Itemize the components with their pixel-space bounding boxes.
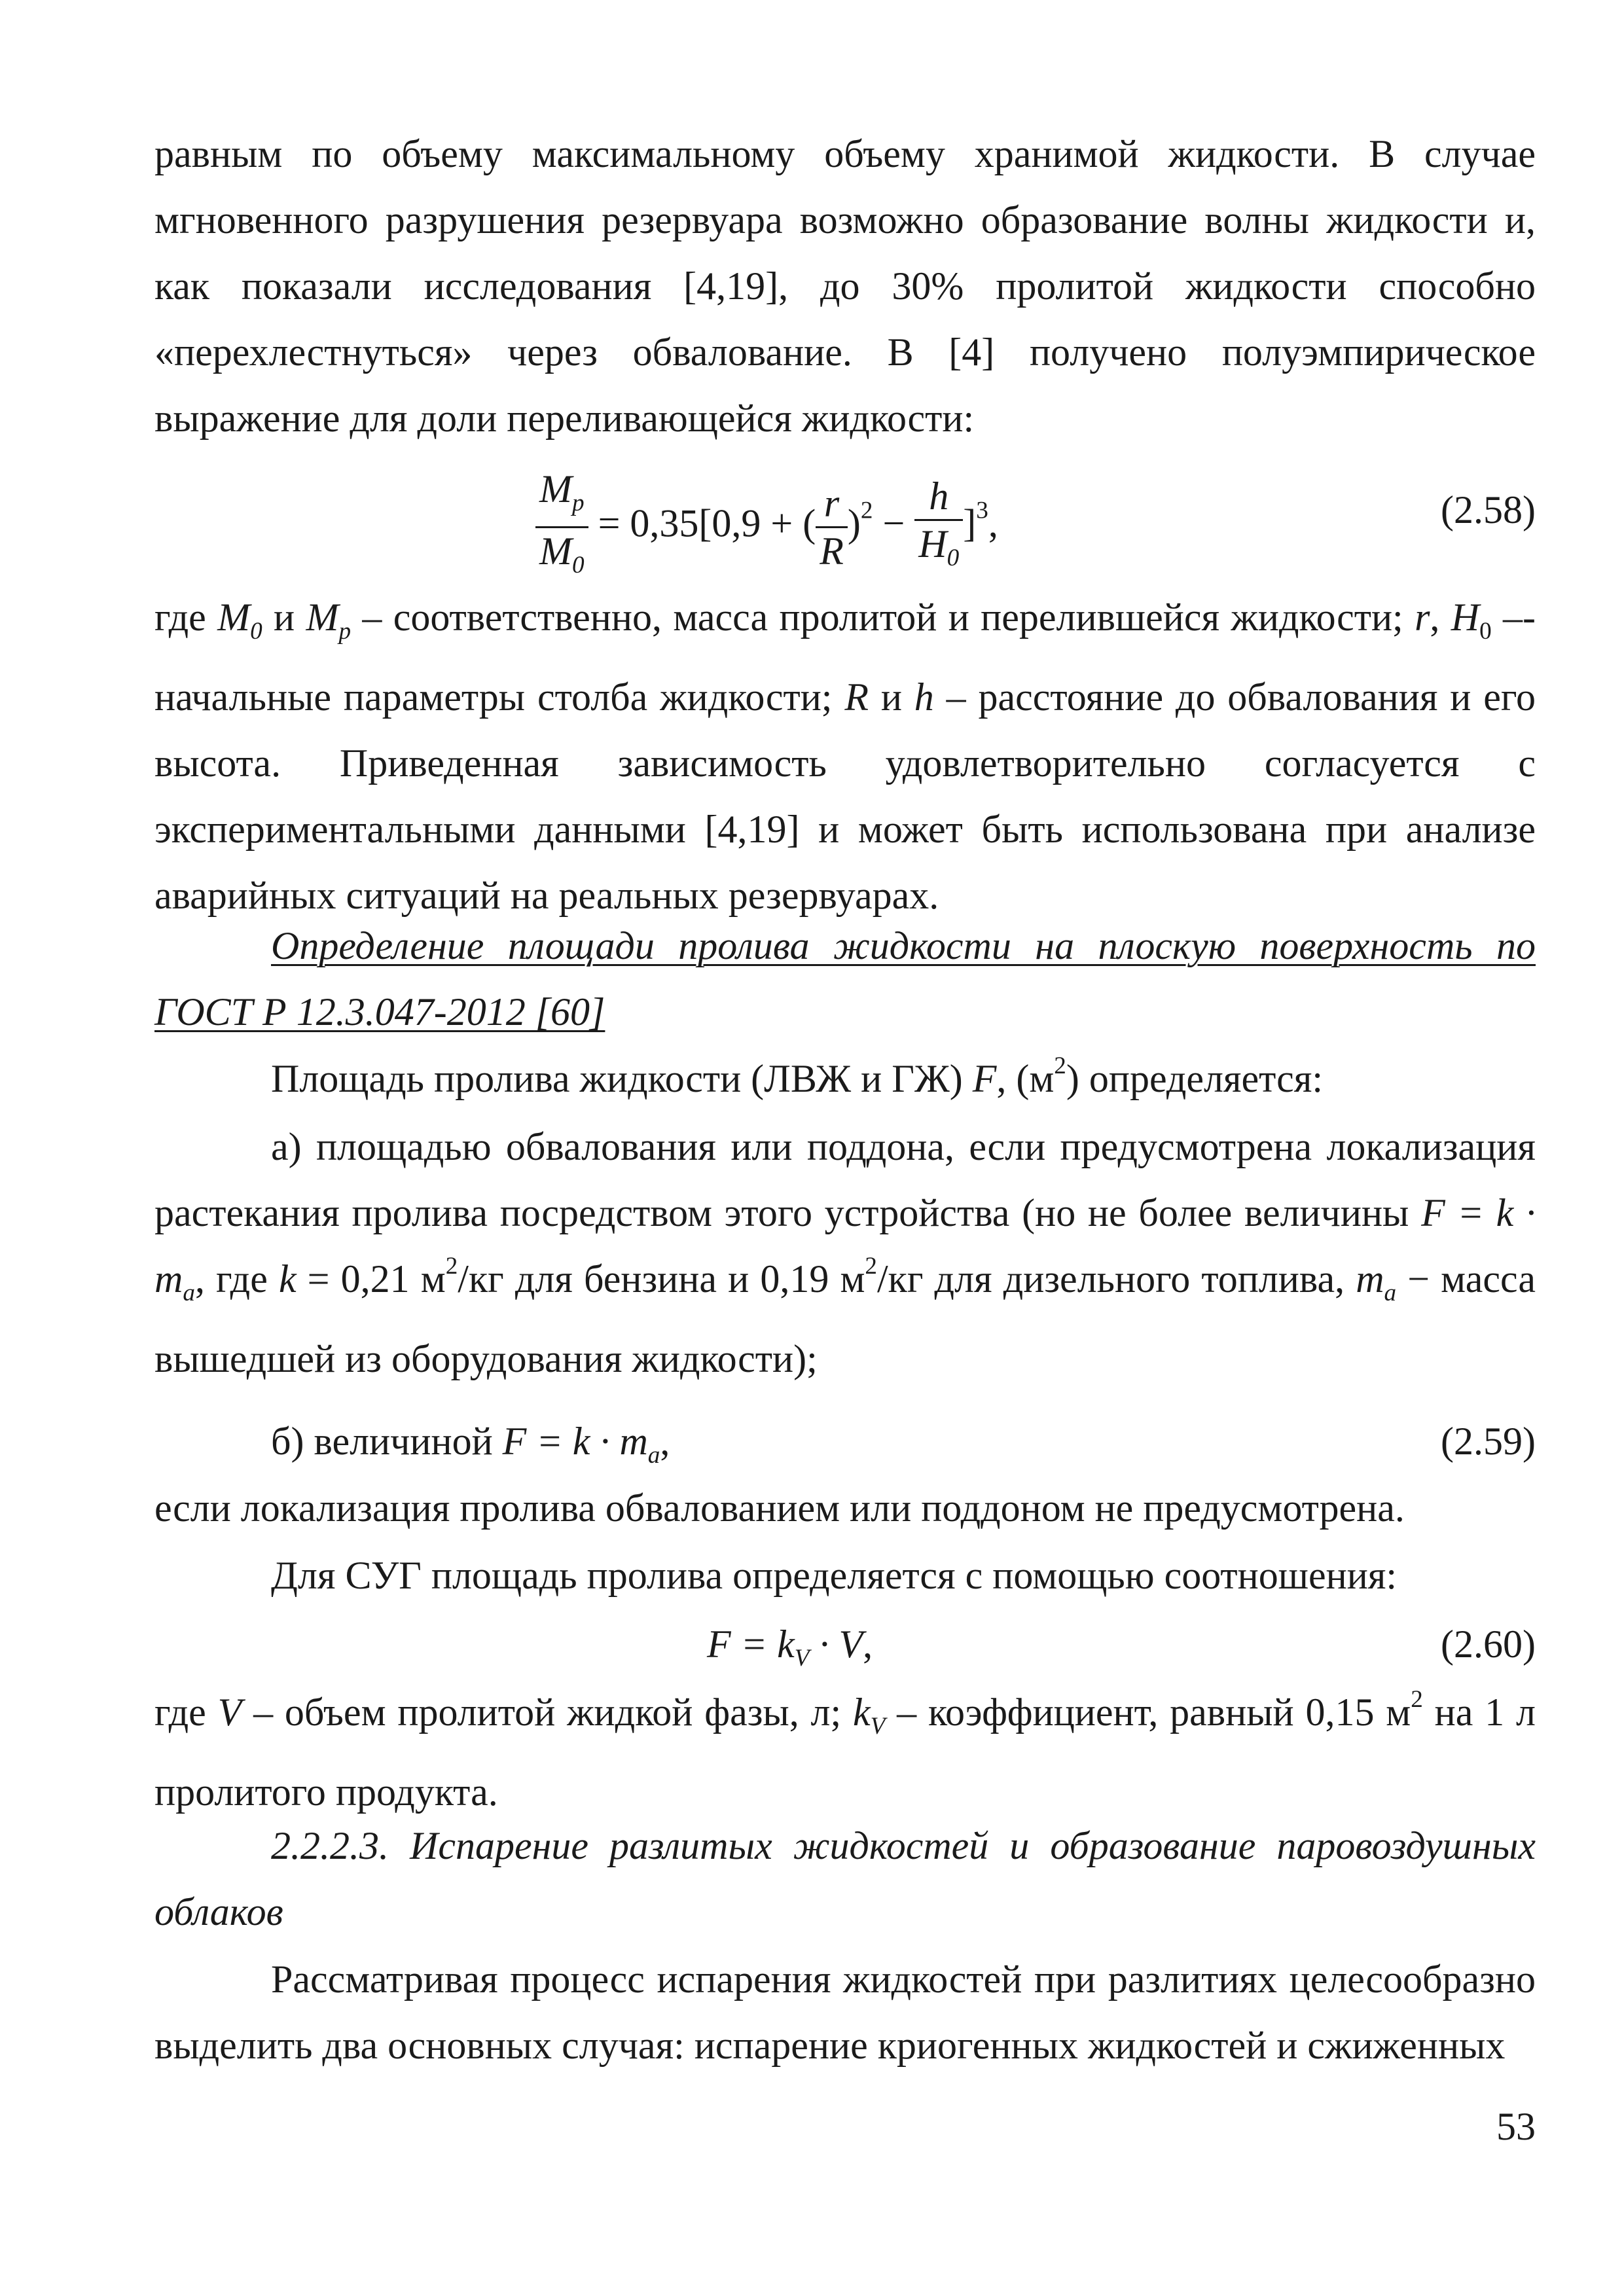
paragraph-case-a: а) площадью обвалования или поддона, если предусмотрена локализация растекания пролива посредством этого устройства (но не более величины $F = k \cdot m_a$, где k = 0,21 $м^2/кг$ для бензина и 0,19 $м^2/кг$ для дизельного топлива, $m_a$ − масса вышедшей из оборудования жидкости); [154,1125,1536,1381]
fraction-mp-m0: $\frac{M_p}{M_0}$ [535,466,588,588]
paragraph-evaporation: Рассматривая процесс испарения жидкостей при разлитиях целесообразно выделить два основных случая: испарение криогенных жидкостей и сжиженных [154,1958,1536,2067]
equation-number-2-59: (2.59) [1441,1420,1536,1463]
equation-number-2-60: (2.60) [1441,1623,1536,1666]
paragraph-lpg-definitions: где V – объем пролитой жидкой фазы, л; $k_V$ – коэффициент, равный 0,15 $м^2$ на 1 л пролитого продукта. [154,1686,1536,1814]
page-number: 53 [1496,2105,1536,2148]
fraction-h-H0: $\frac{h}{H_0}$ [914,473,963,581]
equation-2-59: б) величиной $F = k \cdot m_a$, [271,1420,670,1469]
paragraph-intro: равным по объему максимальному объему хранимой жидкости. В случае мгновенного разрушения резервуара возможно образование волны жидкости и, как показали исследования [4,19], до 30% пролитой жидкости способно «перехлестнуться» через обвалование. В [4] получено полуэмпирическое выражение для доли переливающейся жидкости: [154,132,1536,440]
equation-2-58: $\frac{M_p}{M_0}$ = 0,35[0,9 + ( $\frac{r}{R}$ )$^2$ − $\frac{h}{H_0}$ ]$^3$, [535,466,998,588]
paragraph-spill-area-intro: Площадь пролива жидкости (ЛВЖ и ГЖ) F, $(м^2)$ определяется: [271,1052,1323,1100]
equation-number-2-58: (2.58) [1441,488,1536,531]
section-heading-2-2-2-3: 2.2.2.3. Испарение разлитых жидкостей и образование паровоздушных облаков [154,1824,1536,1933]
fraction-r-R: $\frac{r}{R}$ [816,480,848,574]
equation-2-60: $F = k_V \cdot V$, [707,1623,873,1672]
paragraph-no-localization: если локализация пролива обвалованием или поддоном не предусмотрена. [154,1486,1405,1530]
paragraph-lpg: Для СУГ площадь пролива определяется с помощью соотношения: [271,1554,1398,1597]
paragraph-definitions: где $M_0$ и $M_p$ – соответственно, масса пролитой и перелившейся жидкости; r, $H_0$ –- начальные параметры столба жидкости; R и h – расстояние до обвалования и его высота. Приведенная зависимость удовлетворительно согласуется с экспериментальными данными [4,19] и может быть использована при анализе аварийных ситуаций на реальных резервуарах. [154,596,1536,918]
subheading-spill-area: Определение площади пролива жидкости на плоскую поверхность по ГОСТ Р 12.3.047-2012 [60] [154,924,1536,1033]
